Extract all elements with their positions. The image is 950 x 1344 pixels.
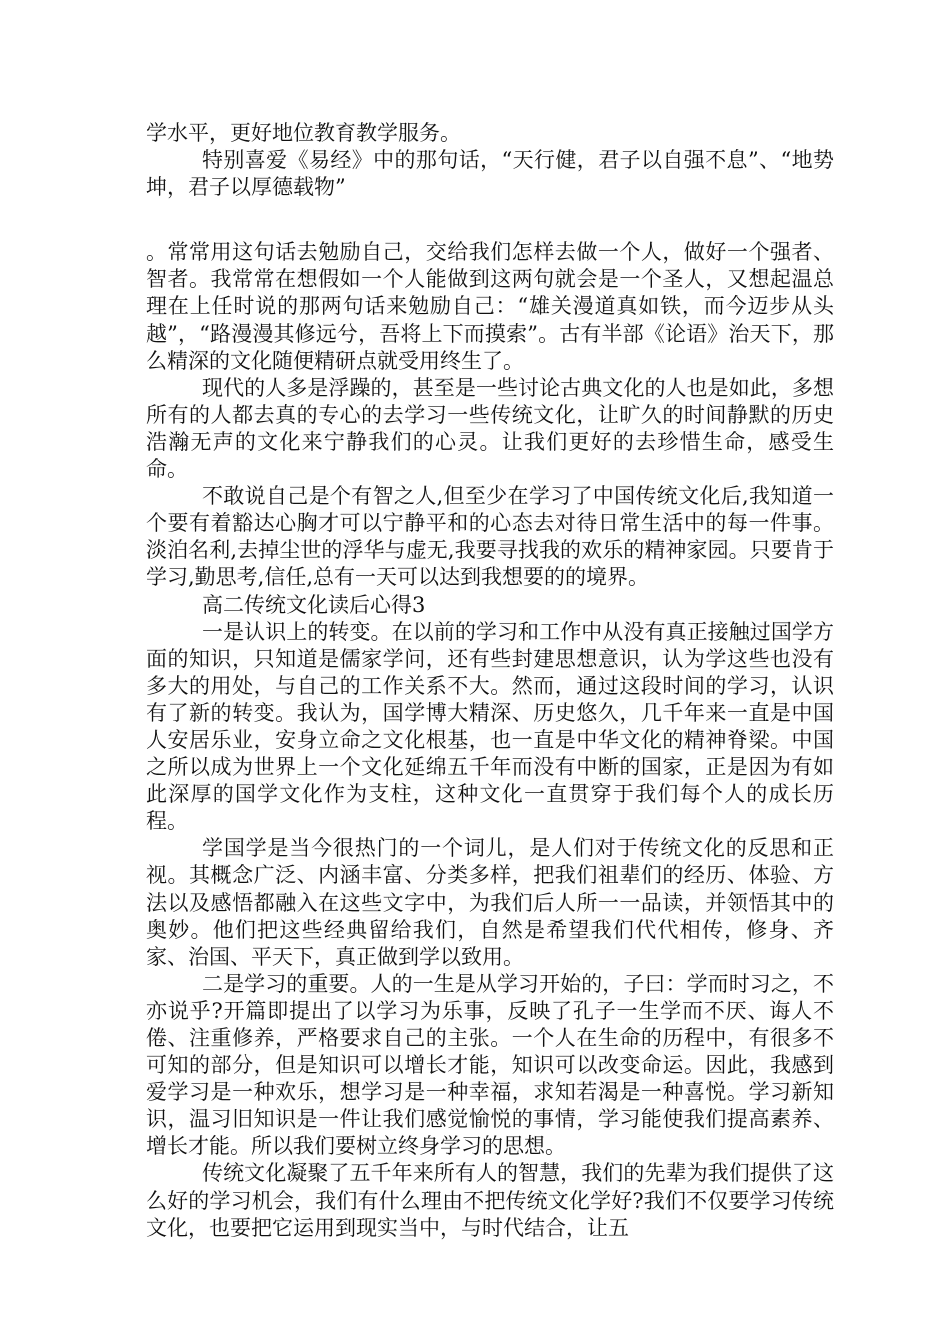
paragraph-continuation: 学水平，更好地位教育教学服务。	[146, 121, 461, 145]
paragraph-yijing-quote: 特别喜爱《易经》中的那句话，“天行健，君子以自强不息”、“地势坤，君子以厚德载物”	[146, 148, 834, 200]
section-heading: 高二传统文化读后心得3	[202, 592, 426, 617]
paragraph-wisdom: 不敢说自己是个有智之人,但至少在学习了中国传统文化后,我知道一个要有着豁达心胸才可以宁静平和的心态去对待日常生活中的每一件事。淡泊名利,去掉尘世的浮华与虚无,我要寻找我的欢乐的精神家园。只要肯于学习,勤思考,信任,总有一天可以达到我想要的的境界。	[146, 484, 834, 590]
paragraph-guoxue: 学国学是当今很热门的一个词儿，是人们对于传统文化的反思和正视。其概念广泛、内涵丰富、分类多样，把我们祖辈们的经历、体验、方法以及感悟都融入在这些文字中，为我们后人所一一品读，并领悟其中的奥妙。他们把这些经典留给我们，自然是希望我们代代相传，修身、齐家、治国、平天下，真正做到学以致用。	[146, 836, 834, 969]
paragraph-importance-of-learning: 二是学习的重要。人的一生是从学习开始的，子曰：学而时习之，不亦说乎?开篇即提出了以学习为乐事，反映了孔子一生学而不厌、诲人不倦、注重修养，严格要求自己的主张。一个人在生命的历程中，有很多不可知的部分，但是知识可以增长才能，知识可以改变命运。因此，我感到爱学习是一种欢乐，想学习是一种幸福，求知若渴是一种喜悦。学习新知识，温习旧知识是一件让我们感觉愉悦的事情，学习能使我们提高素养、增长才能。所以我们要树立终身学习的思想。	[146, 971, 834, 1159]
paragraph-understanding-change: 一是认识上的转变。在以前的学习和工作中从没有真正接触过国学方面的知识，只知道是儒家学问，还有些封建思想意识，认为学这些也没有多大的用处，与自己的工作关系不大。然而，通过这段时间的学习，认识有了新的转变。我认为，国学博大精深、历史悠久，几千年来一直是中国人安居乐业，安身立命之文化根基，也一直是中华文化的精神脊梁。中国之所以成为世界上一个文化延绵五千年而没有中断的国家，正是因为有如此深厚的国学文化作为支柱，这种文化一直贯穿于我们每个人的成长历程。	[146, 619, 834, 834]
document-body	[146, 120, 834, 1242]
paragraph-modern-people: 现代的人多是浮躁的，甚至是一些讨论古典文化的人也是如此，多想所有的人都去真的专心的去学习一些传统文化，让旷久的时间静默的历史浩瀚无声的文化来宁静我们的心灵。让我们更好的去珍惜生命，感受生命。	[146, 375, 834, 482]
paragraph-self-encouragement: 。常常用这句话去勉励自己，交给我们怎样去做一个人，做好一个强者、智者。我常常在想假如一个人能做到这两句就会是一个圣人，又想起温总理在上任时说的那两句话来勉励自己：“雄关漫道真如铁，而今迈步从头越”，“路漫漫其修远兮，吾将上下而摸索”。古有半部《论语》治天下，那么精深的文化随便精研点就受用终生了。	[146, 240, 834, 373]
paragraph-traditional-culture: 传统文化凝聚了五千年来所有人的智慧，我们的先辈为我们提供了这么好的学习机会，我们有什么理由不把传统文化学好?我们不仅要学习传统文化，也要把它运用到现实当中，与时代结合，让五	[146, 1161, 834, 1240]
